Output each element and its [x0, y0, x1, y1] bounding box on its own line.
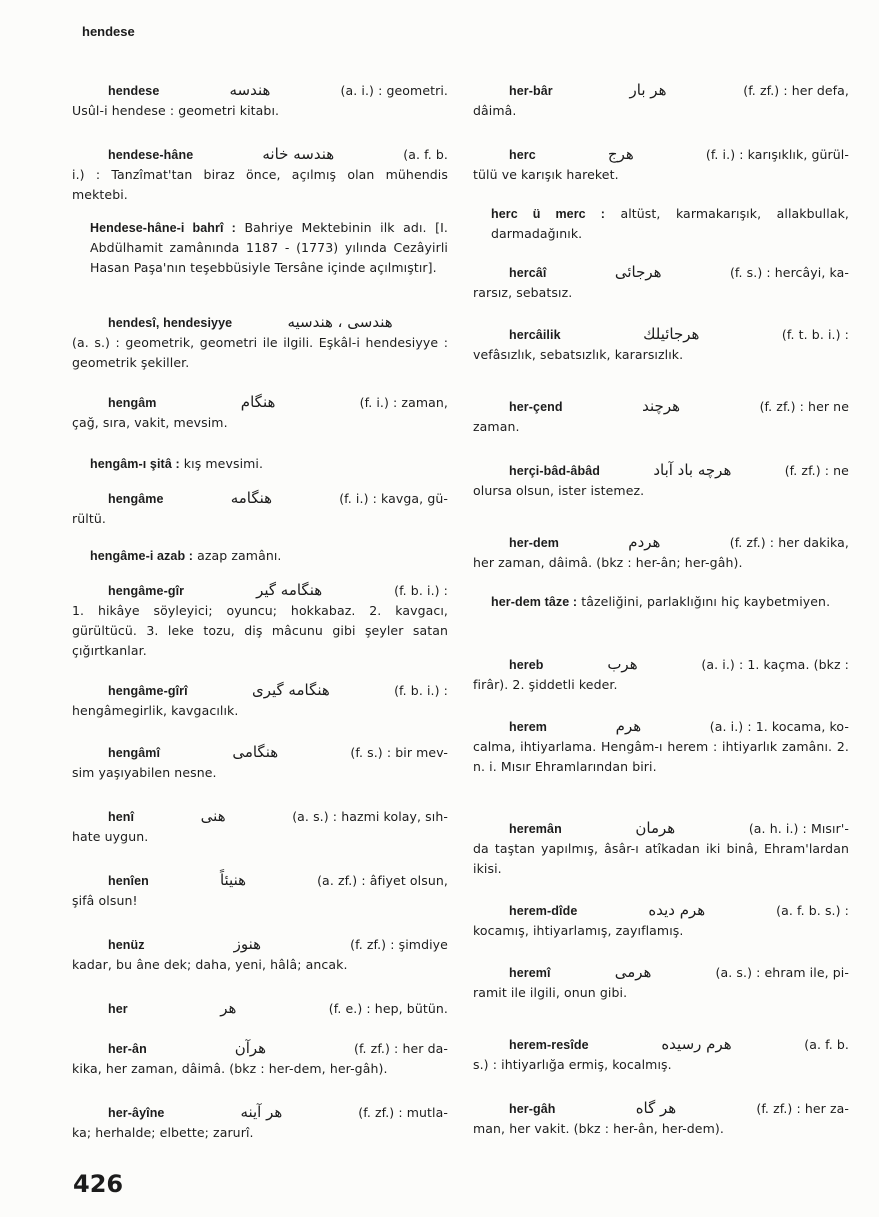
definition: ka; herhalde; elbette; zarurî. [72, 1125, 254, 1140]
dictionary-entry [72, 742, 448, 783]
dictionary-entry [473, 324, 849, 365]
dictionary-entry [72, 218, 448, 278]
dictionary-entry [473, 1034, 849, 1075]
arabic-script: هرب [607, 655, 638, 673]
dictionary-entry [72, 680, 448, 721]
entry-head [473, 144, 849, 165]
dictionary-entry [473, 818, 849, 879]
dictionary-entry [72, 998, 448, 1019]
headword: her-dem tâze : [491, 595, 578, 609]
grammar-note: (f. zf.) : her da- [353, 1041, 448, 1056]
definition: her zaman, dâimâ. (bkz : her-ân; her-gâh). [473, 555, 743, 570]
grammar-note: (a. h. i.) : Mısır'- [748, 821, 849, 836]
entry-head [473, 262, 849, 283]
definition: çağ, sıra, vakit, mevsim. [72, 415, 228, 430]
grammar-note: (a. s.) : hazmi kolay, sıh- [292, 809, 448, 824]
entry-head [72, 806, 448, 827]
arabic-script: هرج [607, 145, 634, 163]
definition: olursa olsun, ister istemez. [473, 483, 645, 498]
arabic-script: هرم رسيده [661, 1035, 732, 1053]
arabic-script: هر آينه [240, 1103, 283, 1121]
definition: zaman. [473, 419, 520, 434]
headword: her-çend [509, 400, 563, 414]
definition: firâr). 2. şiddetli keder. [473, 677, 618, 692]
dictionary-entry [473, 654, 849, 695]
headword: her-bâr [509, 84, 553, 98]
headword: hengâme-gîr [108, 584, 185, 598]
headword: hengâme-i azab : [90, 549, 194, 563]
arabic-script: هرچه باد آباد [653, 461, 732, 479]
arabic-script: هر بار [629, 81, 667, 99]
definition: azap zamânı. [197, 548, 282, 563]
entry-head [473, 818, 849, 839]
dictionary-entry [72, 806, 448, 847]
dictionary-entry [473, 80, 849, 121]
definition: kocamış, ihtiyarlamış, zayıflamış. [473, 923, 684, 938]
headword: herc ü merc : [491, 207, 605, 221]
arabic-script: هرآن [234, 1039, 267, 1057]
definition: Bahriye Mektebinin ilk adı. [I. Abdülhamit zamânında 1187 - (1773) yılında Cezâyirli Hasan Paşa'nın teşebbüsiyle Tersâne içinde açılmıştır]. [90, 220, 448, 275]
definition: şifâ olsun! [72, 893, 138, 908]
definition: tâzeliğini, parlaklığını hiç kaybetmiyen. [581, 594, 831, 609]
entry-head [72, 742, 448, 763]
dictionary-entry [473, 460, 849, 501]
headword: hengâme-gîrî [108, 684, 188, 698]
headword: henî [108, 810, 135, 824]
definition: altüst, karmakarışık, allakbullak, darmadağınık. [491, 206, 850, 241]
dictionary-entry [473, 962, 849, 1003]
entry-head [72, 144, 448, 165]
arabic-script: هرچند [642, 397, 681, 415]
definition: sim yaşıyabilen nesne. [72, 765, 217, 780]
dictionary-entry [72, 454, 448, 474]
arabic-script: هرم ديده [648, 901, 706, 919]
headword: her-gâh [509, 1102, 556, 1116]
dictionary-entry [72, 80, 448, 121]
headword: herçi-bâd-âbâd [509, 464, 600, 478]
page-header: hendese [82, 24, 135, 39]
page-number: 426 [73, 1170, 124, 1198]
entry-head [72, 1038, 448, 1059]
headword: herem-dîde [509, 904, 578, 918]
arabic-script: هردم [628, 533, 661, 551]
entry-head [72, 80, 448, 101]
definition: s.) : ihtiyarlığa ermiş, kocalmış. [473, 1057, 672, 1072]
entry-head [473, 1098, 849, 1119]
arabic-script: هر گاه [635, 1099, 677, 1117]
headword: hereb [509, 658, 544, 672]
grammar-note: (f. zf.) : her ne [759, 399, 849, 414]
grammar-note: (f. zf.) : her za- [756, 1101, 849, 1116]
definition: kadar, bu âne dek; daha, yeni, hâlâ; ancak. [72, 957, 348, 972]
entry-head [72, 1102, 448, 1123]
definition: rültü. [72, 511, 106, 526]
arabic-script: هنگامه گير [256, 581, 323, 599]
definition: (a. s.) : geometrik, geometri ile ilgili. Eşkâl-i hendesiyye : geometrik şekiller. [72, 335, 448, 370]
arabic-script: هنى [200, 807, 226, 825]
headword: hengâmî [108, 746, 161, 760]
arabic-script: هنگامه [230, 489, 273, 507]
grammar-note: (f. i.) : kavga, gü- [339, 491, 448, 506]
sub-entry [473, 204, 849, 244]
entry-head [473, 532, 849, 553]
arabic-script: هرم [615, 717, 642, 735]
entry-head [72, 934, 448, 955]
entry-head [473, 1034, 849, 1055]
dictionary-entry [72, 144, 448, 205]
entry-head [72, 488, 448, 509]
dictionary-entry [72, 870, 448, 911]
headword: her-dem [509, 536, 560, 550]
dictionary-entry [72, 934, 448, 975]
grammar-note: (a. s.) : ehram ile, pi- [715, 965, 849, 980]
entry-head [72, 680, 448, 701]
headword: her [108, 1002, 128, 1016]
dictionary-entry [473, 144, 849, 185]
grammar-note: (f. zf.) : şimdiye [350, 937, 448, 952]
arabic-script: هر [220, 999, 237, 1017]
headword: herem [509, 720, 548, 734]
entry-head [473, 460, 849, 481]
grammar-note: (f. e.) : hep, bütün. [328, 1001, 448, 1016]
grammar-note: (a. f. b. s.) : [776, 903, 849, 918]
entry-head [72, 392, 448, 413]
arabic-script: هنگامه گيرى [251, 681, 330, 699]
headword: hercâî [509, 266, 547, 280]
dictionary-entry [473, 716, 849, 777]
dictionary-entry [473, 204, 849, 244]
sub-entry [72, 454, 448, 474]
dictionary-entry [473, 396, 849, 437]
dictionary-entry [72, 392, 448, 433]
definition: da taştan yapılmış, âsâr-ı atîkadan iki binâ, Ehram'lardan ikisi. [473, 841, 849, 876]
definition: vefâsızlık, sebatsızlık, kararsızlık. [473, 347, 684, 362]
entry-head [473, 324, 849, 345]
arabic-script: هندسه [229, 81, 271, 99]
arabic-script: هرجائى [614, 263, 662, 281]
definition: kika, her zaman, dâimâ. (bkz : her-dem, her-gâh). [72, 1061, 388, 1076]
arabic-script: هنيئاً [219, 871, 247, 889]
headword: hendese [108, 84, 160, 98]
grammar-note: (f. zf.) : ne [784, 463, 849, 478]
arabic-script: هندسى ، هندسيه [287, 313, 393, 331]
headword: hengâm [108, 396, 157, 410]
entry-head [72, 312, 448, 333]
dictionary-entry [72, 1102, 448, 1143]
dictionary-entry [473, 1098, 849, 1139]
grammar-note: (f. b. i.) : [394, 683, 448, 698]
grammar-note: (a. i.) : 1. kaçma. (bkz : [701, 657, 849, 672]
grammar-note: (f. t. b. i.) : [781, 327, 849, 342]
definition: 1. hikâye söyleyici; oyuncu; hokkabaz. 2. kavgacı, gürültücü. 3. leke tozu, diş mâcunu gibi şeyler satan çığırtkanlar. [72, 603, 448, 658]
dictionary-entry [72, 546, 448, 566]
headword: hercâilik [509, 328, 561, 342]
headword: herem-resîde [509, 1038, 589, 1052]
headword: hengâm-ı şitâ : [90, 457, 180, 471]
headword: heremân [509, 822, 562, 836]
grammar-note: (f. b. i.) : [394, 583, 448, 598]
grammar-note: (f. zf.) : her dakika, [729, 535, 849, 550]
headword: henüz [108, 938, 145, 952]
sub-entry [473, 592, 849, 612]
headword: hengâme [108, 492, 164, 506]
grammar-note: (f. s.) : hercâyi, ka- [729, 265, 849, 280]
dictionary-entry [72, 1038, 448, 1079]
entry-head [473, 900, 849, 921]
definition: tülü ve karışık hareket. [473, 167, 619, 182]
definition: man, her vakit. (bkz : her-ân, her-dem). [473, 1121, 724, 1136]
dictionary-entry [72, 580, 448, 661]
definition: rarsız, sebatsız. [473, 285, 573, 300]
entry-head [473, 654, 849, 675]
entry-head [473, 396, 849, 417]
dictionary-entry [473, 262, 849, 303]
grammar-note: (a. i.) : 1. kocama, ko- [709, 719, 849, 734]
headword: herc [509, 148, 536, 162]
arabic-script: هرجائيلك [643, 325, 700, 343]
entry-head [473, 80, 849, 101]
dictionary-entry [473, 532, 849, 573]
definition: hengâmegirlik, kavgacılık. [72, 703, 239, 718]
sub-entry [72, 546, 448, 566]
definition: calma, ihtiyarlama. Hengâm-ı herem : ihtiyarlık zamânı. 2. n. i. Mısır Ehramlarından biri. [473, 739, 849, 774]
arabic-script: هندسه خانه [262, 145, 335, 163]
definition: ramit ile ilgili, onun gibi. [473, 985, 628, 1000]
definition: i.) : Tanzîmat'tan biraz önce, açılmış olan mühendis mektebi. [72, 167, 448, 202]
entry-head [72, 998, 448, 1019]
grammar-note: (f. s.) : bir mev- [350, 745, 448, 760]
definition: kış mevsimi. [183, 456, 264, 471]
dictionary-entry [473, 592, 849, 612]
sub-entry [72, 218, 448, 278]
headword: henîen [108, 874, 149, 888]
definition: dâimâ. [473, 103, 517, 118]
headword: heremî [509, 966, 551, 980]
sub-entry: Usûl-i hendese : geometri kitabı. [72, 103, 280, 118]
headword: Hendese-hâne-i bahrî : [90, 221, 236, 235]
dictionary-entry [72, 312, 448, 373]
headword: her-âyîne [108, 1106, 165, 1120]
entry-head [72, 580, 448, 601]
grammar-note: (a. f. b. [804, 1037, 849, 1052]
grammar-note: (a. f. b. [403, 147, 448, 162]
grammar-note: (f. zf.) : her defa, [743, 83, 849, 98]
headword: her-ân [108, 1042, 147, 1056]
grammar-note: (a. zf.) : âfiyet olsun, [317, 873, 448, 888]
arabic-script: هنوز [233, 935, 262, 953]
arabic-script: هرمى [614, 963, 652, 981]
arabic-script: هنگامى [232, 743, 279, 761]
headword: hendese-hâne [108, 148, 194, 162]
dictionary-entry [473, 900, 849, 941]
grammar-note: (a. i.) : geometri. [340, 83, 448, 98]
entry-head [72, 870, 448, 891]
grammar-note: (f. i.) : zaman, [359, 395, 448, 410]
dictionary-entry [72, 488, 448, 529]
entry-head [473, 716, 849, 737]
entry-head [473, 962, 849, 983]
headword: hendesî, hendesiyye [108, 316, 233, 330]
grammar-note: (f. i.) : karışıklık, gürül- [705, 147, 849, 162]
arabic-script: هنگام [240, 393, 276, 411]
definition: hate uygun. [72, 829, 149, 844]
grammar-note: (f. zf.) : mutla- [358, 1105, 448, 1120]
arabic-script: هرمان [635, 819, 676, 837]
